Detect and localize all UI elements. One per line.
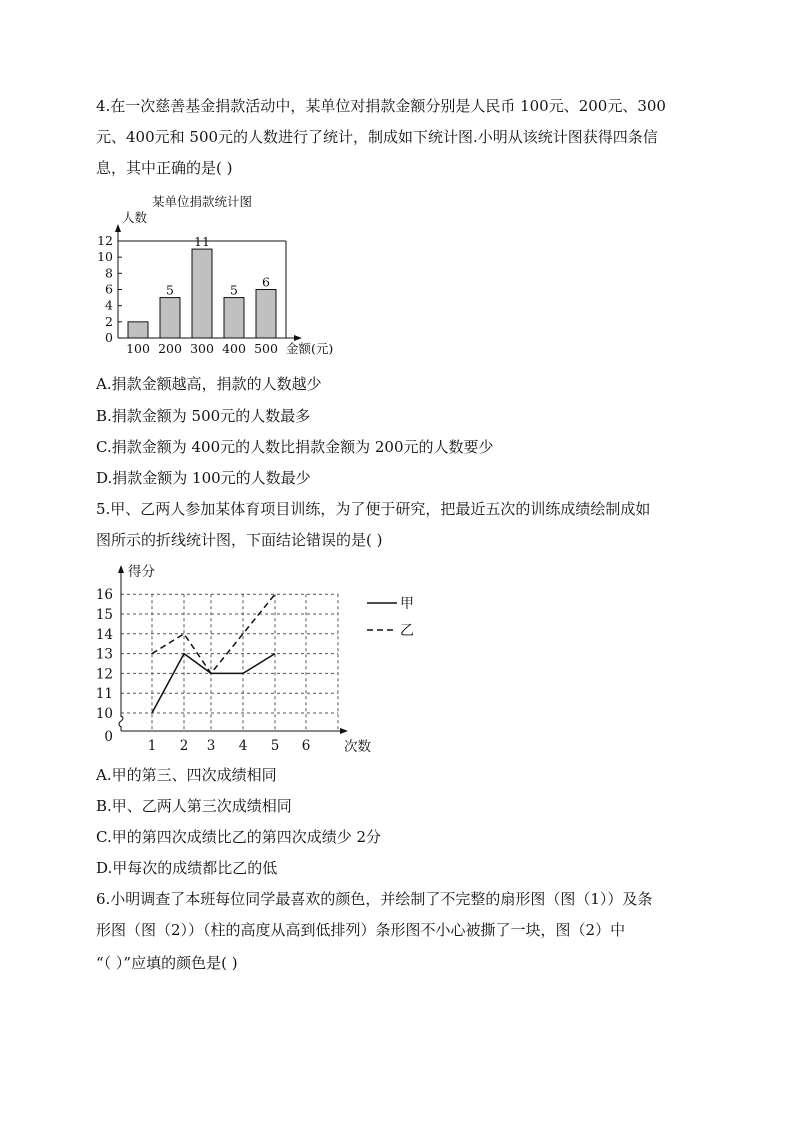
y-tick-label: 12 bbox=[95, 666, 113, 683]
q5-line-2: 图所示的折线统计图，下面结论错误的是( ) bbox=[96, 531, 383, 549]
x-tick-label: 500 bbox=[254, 341, 278, 356]
y-tick-label: 12 bbox=[97, 233, 113, 248]
q4-option-c: C.捐款金额为 400元的人数比捐款金额为 200元的人数要少 bbox=[96, 438, 494, 456]
y-axis-arrow bbox=[118, 565, 124, 573]
y-tick-label: 4 bbox=[105, 297, 113, 313]
x-axis-label: 次数 bbox=[344, 739, 371, 755]
q6-line-1: 6.小明调查了本班每位同学最喜欢的颜色，并绘制了不完整的扇形图（图（1））及条 bbox=[96, 890, 653, 908]
data-label: 6 bbox=[262, 274, 270, 290]
chart-title: 某单位捐款统计图 bbox=[152, 194, 253, 209]
y-tick-label: 11 bbox=[95, 686, 113, 703]
data-label: 5 bbox=[166, 282, 174, 298]
series-line-1 bbox=[152, 654, 275, 713]
x-tick-label: 3 bbox=[206, 738, 216, 754]
legend-label-2: 乙 bbox=[400, 623, 414, 639]
y-tick-label: 15 bbox=[95, 607, 113, 623]
y-tick-label: 13 bbox=[95, 646, 113, 663]
data-label: 11 bbox=[194, 234, 210, 250]
x-axis-arrow bbox=[340, 728, 348, 734]
q4-line-3: 息，其中正确的是( ) bbox=[96, 159, 233, 177]
y-tick-label: 14 bbox=[95, 626, 113, 643]
y-tick-label: 6 bbox=[105, 281, 113, 297]
q5-option-c: C.甲的第四次成绩比乙的第四次成绩少 2分 bbox=[96, 828, 382, 846]
q5-option-d: D.甲每次的成绩都比乙的低 bbox=[96, 859, 278, 877]
q5-option-a: A.甲的第三、四次成绩相同 bbox=[96, 766, 277, 784]
x-tick-label: 400 bbox=[222, 341, 246, 356]
q4-option-d: D.捐款金额为 100元的人数最少 bbox=[96, 469, 311, 487]
x-axis-label: 金额(元) bbox=[286, 341, 334, 356]
q6-line-3: “（ ）”应填的颜色是( ) bbox=[96, 954, 238, 972]
q4-option-a: A.捐款金额越高，捐款的人数越少 bbox=[96, 375, 322, 393]
x-tick-label: 300 bbox=[190, 341, 214, 356]
y-tick-label: 0 bbox=[104, 729, 113, 745]
q4-line-1: 4.在一次慈善基金捐款活动中，某单位对捐款金额分别是人民币 100元、200元、300 bbox=[96, 97, 666, 115]
y-tick-label: 10 bbox=[97, 249, 113, 265]
x-tick-label: 2 bbox=[179, 738, 189, 754]
q4-option-b: B.捐款金额为 500元的人数最多 bbox=[96, 407, 311, 425]
q5-line-1: 5.甲、乙两人参加某体育项目训练，为了便于研究，把最近五次的训练成绩绘制成如 bbox=[96, 500, 651, 518]
x-tick-label: 5 bbox=[270, 738, 280, 754]
y-tick-label: 2 bbox=[105, 313, 113, 329]
y-tick-label: 10 bbox=[95, 706, 113, 722]
x-tick-label: 200 bbox=[158, 341, 182, 356]
y-tick-label: 0 bbox=[105, 330, 113, 345]
y-tick-label: 8 bbox=[105, 265, 113, 281]
y-axis-label: 人数 bbox=[122, 210, 148, 225]
q5-option-b: B.甲、乙两人第三次成绩相同 bbox=[96, 797, 292, 815]
x-tick-label: 4 bbox=[238, 738, 248, 754]
y-tick-label: 16 bbox=[95, 587, 113, 604]
legend-label-1: 甲 bbox=[400, 596, 414, 612]
x-tick-label: 6 bbox=[301, 738, 311, 754]
x-tick-label: 100 bbox=[126, 341, 150, 356]
x-tick-label: 1 bbox=[147, 738, 157, 754]
y-axis-label: 得分 bbox=[128, 564, 155, 580]
q4-line-2: 元、400元和 500元的人数进行了统计，制成如下统计图.小明从该统计图获得四条信 bbox=[96, 128, 658, 146]
data-label: 5 bbox=[230, 282, 238, 298]
q6-line-2: 形图（图（2））（柱的高度从高到低排列）条形图不小心被撕了一块，图（2）中 bbox=[96, 921, 626, 939]
